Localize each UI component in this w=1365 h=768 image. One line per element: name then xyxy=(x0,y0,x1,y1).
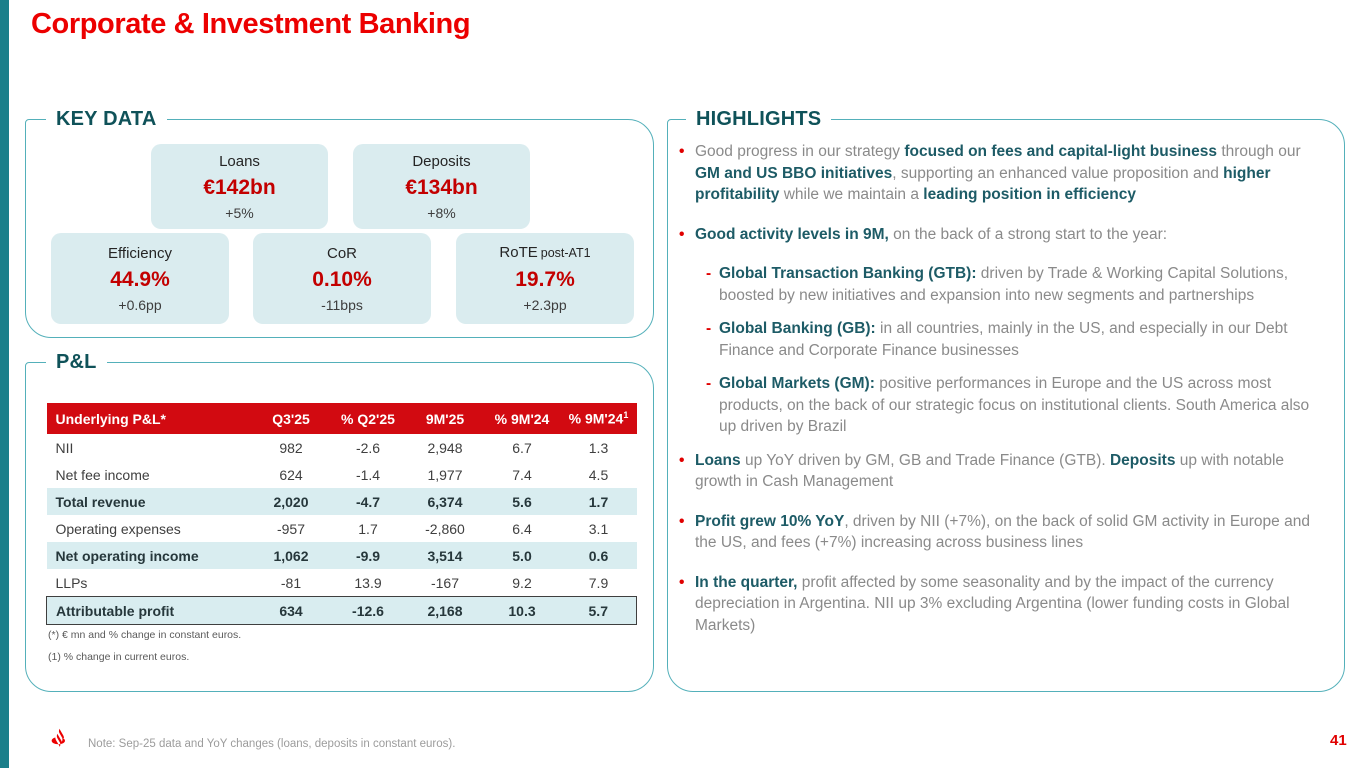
metric-label xyxy=(499,243,590,263)
pnl-row-label: LLPs xyxy=(55,574,88,591)
pnl-cell: -957 xyxy=(276,520,306,537)
pnl-section-title: P&L xyxy=(46,348,107,376)
metric-label: Deposits xyxy=(412,152,471,170)
pnl-row-label: Total revenue xyxy=(47,488,253,515)
pnl-cell: -167 xyxy=(430,574,460,591)
highlight-text: Good progress in our strategy focused on fees and capital-light business through our GM and US BBO initiatives, supporting an enhanced value proposition and higher profitability while we maintain a leading position in efficiency xyxy=(695,143,1301,203)
pnl-header-superscript: 1 xyxy=(623,410,629,421)
pnl-header-row xyxy=(47,403,637,434)
page-number: 41 xyxy=(1330,732,1347,749)
pnl-cell: 1.7 xyxy=(358,520,378,537)
pnl-table xyxy=(46,403,637,625)
metric-delta: -11bps xyxy=(321,296,363,313)
pnl-cell: 9.2 xyxy=(512,574,532,591)
metric-card-efficiency xyxy=(51,233,229,324)
highlight-text: Global Markets (GM): positive performances in Europe and the US across most products, on the back of our strategic focus on institutional clients. South America also up driven by Brazil xyxy=(719,375,1310,435)
pnl-cell: 6.7 xyxy=(512,439,532,456)
highlight-text: Global Banking (GB): in all countries, mainly in the US, and especially in our Debt Finance and Corporate Finance businesses xyxy=(719,320,1288,359)
highlight-text: Good activity levels in 9M, on the back of a strong start to the year: xyxy=(695,225,1168,243)
metric-delta: +0.6pp xyxy=(118,296,162,313)
pnl-cell: -9.9 xyxy=(330,542,407,569)
pnl-cell: 2,948 xyxy=(427,439,463,456)
metric-card-cor xyxy=(253,233,431,324)
highlight-text: Global Transaction Banking (GTB): driven by Trade & Working Capital Solutions, boosted by new initiatives and expansion into new segments and partnerships xyxy=(719,265,1289,304)
bullet-icon: • xyxy=(679,573,685,591)
pnl-cell: 6,374 xyxy=(407,488,484,515)
left-accent-bar xyxy=(0,0,9,768)
highlight-item xyxy=(679,450,1320,493)
pnl-cell: 1.7 xyxy=(561,488,637,515)
highlight-item xyxy=(679,511,1320,554)
highlight-item xyxy=(679,141,1320,206)
highlights-section-title: HIGHLIGHTS xyxy=(686,105,831,133)
pnl-cell: 2,168 xyxy=(407,597,484,625)
pnl-cell: -12.6 xyxy=(330,597,407,625)
metric-value: €142bn xyxy=(203,175,276,199)
pnl-footnote-1: (*) € mn and % change in constant euros. xyxy=(48,629,242,641)
pnl-panel xyxy=(25,351,654,692)
bullet-icon: • xyxy=(679,225,685,243)
pnl-footnote-2: (1) % change in current euros. xyxy=(48,651,190,663)
metric-label: Efficiency xyxy=(108,244,172,262)
metric-label: CoR xyxy=(326,244,357,262)
pnl-cell: -2.6 xyxy=(355,439,381,456)
highlight-sub-item xyxy=(706,318,1320,361)
pnl-row-label: Attributable profit xyxy=(47,597,253,625)
highlight-sub-item xyxy=(706,263,1320,306)
pnl-row-label: Operating expenses xyxy=(55,520,181,537)
santander-flame-icon xyxy=(46,726,74,754)
pnl-cell: 1,062 xyxy=(253,542,330,569)
table-row xyxy=(47,461,637,488)
pnl-cell: 4.5 xyxy=(588,466,609,483)
metric-value: 19.7% xyxy=(515,268,575,291)
bullet-icon: • xyxy=(679,451,685,469)
pnl-header-cell: Q3'25 xyxy=(253,403,330,434)
pnl-cell: 624 xyxy=(279,466,303,483)
pnl-header-cell: 9M'25 xyxy=(407,403,484,434)
metric-value: 0.10% xyxy=(312,267,372,291)
pnl-header-text: % 9M'24 xyxy=(568,410,624,427)
pnl-cell: -1.4 xyxy=(355,466,381,483)
pnl-cell: 3,514 xyxy=(407,542,484,569)
pnl-cell: 6.4 xyxy=(512,520,532,537)
pnl-cell: 5.6 xyxy=(484,488,561,515)
metric-card-deposits xyxy=(353,144,530,229)
metric-card-rote xyxy=(456,233,634,324)
pnl-cell: 982 xyxy=(279,439,303,456)
pnl-row-label: Net fee income xyxy=(55,466,150,483)
dash-icon: - xyxy=(706,375,712,392)
pnl-cell: 3.1 xyxy=(588,520,609,537)
pnl-row-label: Net operating income xyxy=(47,542,253,569)
highlights-list xyxy=(679,141,1320,654)
pnl-cell: 0.6 xyxy=(561,542,637,569)
pnl-cell: 7.9 xyxy=(588,574,609,591)
bullet-icon: • xyxy=(679,512,685,530)
highlight-text: In the quarter, profit affected by some seasonality and by the impact of the currency depreciation in Argentina. NII up 3% excluding Argentina (lower funding costs in Global Markets) xyxy=(695,573,1290,634)
table-row xyxy=(47,515,637,542)
table-row xyxy=(47,542,637,569)
metric-label-suffix: post-AT1 xyxy=(540,246,591,260)
dash-icon: - xyxy=(706,320,712,337)
metric-delta: +8% xyxy=(427,204,456,221)
metric-card-loans xyxy=(151,144,328,229)
table-row xyxy=(47,434,637,461)
table-row xyxy=(47,597,637,625)
pnl-cell: 7.4 xyxy=(512,466,532,483)
metric-value: €134bn xyxy=(405,175,478,199)
dash-icon: - xyxy=(706,265,712,282)
highlight-text: Profit grew 10% YoY, driven by NII (+7%), on the back of solid GM activity in Europe and the US, and fees (+7%) increasing across business lines xyxy=(695,512,1310,551)
pnl-cell: -2,860 xyxy=(425,520,465,537)
table-row xyxy=(47,569,637,597)
highlight-item xyxy=(679,224,1320,246)
metric-delta: +2.3pp xyxy=(523,297,567,313)
page-title: Corporate & Investment Banking xyxy=(31,8,471,40)
metric-delta: +5% xyxy=(225,204,254,221)
bullet-icon: • xyxy=(679,143,685,160)
highlights-panel xyxy=(667,108,1345,692)
key-data-section-title: KEY DATA xyxy=(46,105,167,133)
pnl-cell: 10.3 xyxy=(484,597,561,625)
pnl-cell: 5.0 xyxy=(484,542,561,569)
table-row xyxy=(47,488,637,515)
pnl-header-cell: % Q2'25 xyxy=(330,403,407,434)
pnl-header-cell: Underlying P&L* xyxy=(47,403,253,434)
pnl-cell: -4.7 xyxy=(330,488,407,515)
metric-label-main: RoTE xyxy=(499,244,538,261)
pnl-cell: 634 xyxy=(253,597,330,625)
pnl-header-cell: % 9M'24 xyxy=(484,403,561,434)
metric-label: Loans xyxy=(219,152,260,170)
footer-note: Note: Sep-25 data and YoY changes (loans, deposits in constant euros). xyxy=(88,738,456,750)
key-data-panel xyxy=(25,108,654,338)
pnl-cell: 5.7 xyxy=(561,597,637,625)
pnl-row-label: NII xyxy=(55,439,74,456)
metric-value: 44.9% xyxy=(110,267,170,291)
highlight-sub-item xyxy=(706,373,1320,438)
pnl-cell: 1.3 xyxy=(588,439,609,456)
pnl-cell: 2,020 xyxy=(253,488,330,515)
highlight-item xyxy=(679,572,1320,637)
pnl-cell: 1,977 xyxy=(427,466,463,483)
pnl-cell: 13.9 xyxy=(354,574,382,591)
pnl-cell: -81 xyxy=(280,574,302,591)
pnl-header-cell xyxy=(561,403,637,434)
highlight-text: Loans up YoY driven by GM, GB and Trade Finance (GTB). Deposits up with notable growth in Cash Management xyxy=(695,451,1285,490)
